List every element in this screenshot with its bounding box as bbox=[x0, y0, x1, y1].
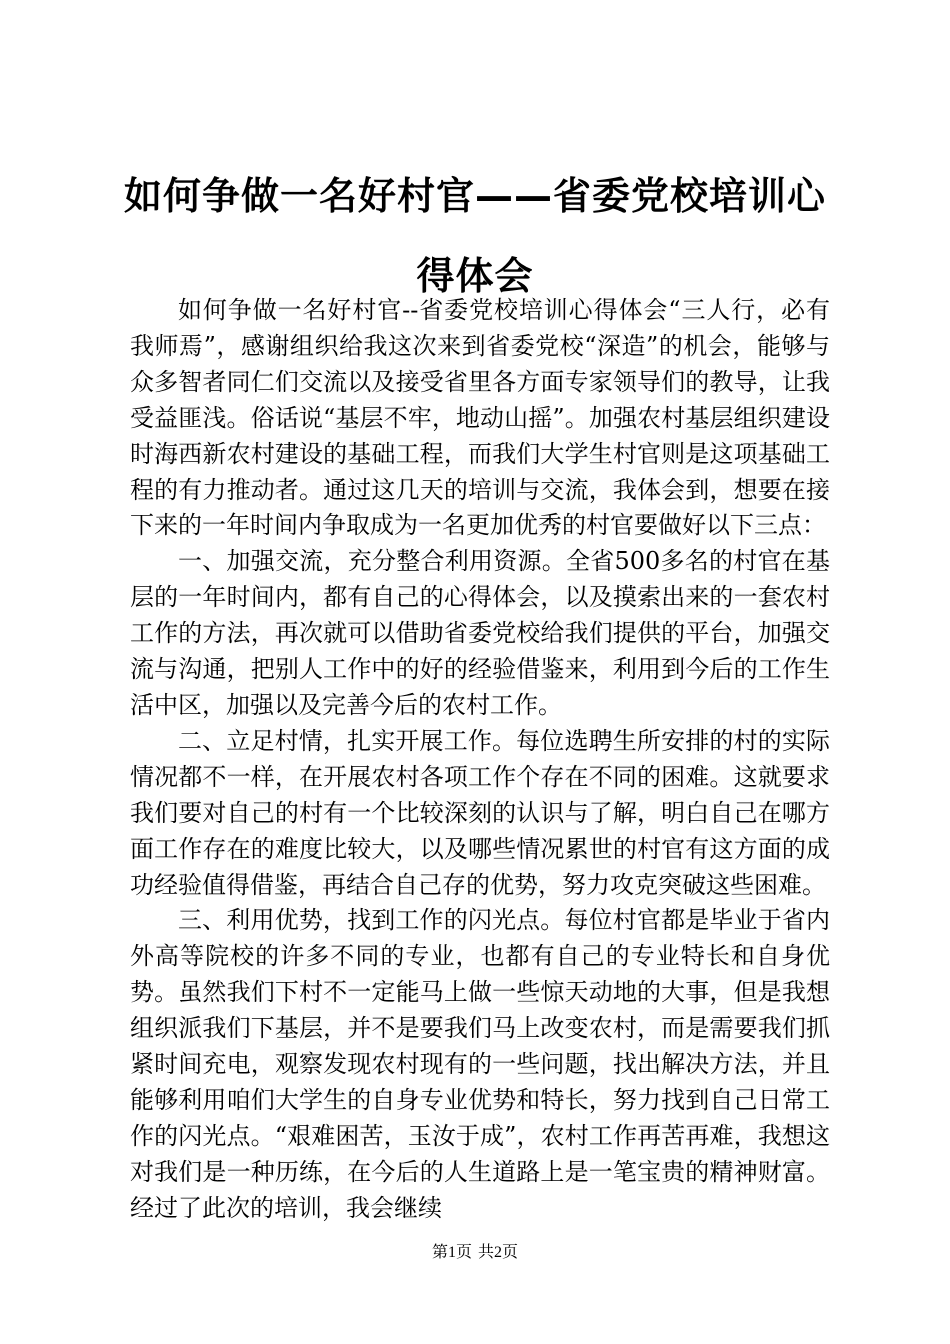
document-title: 如何争做一名好村官——省委党校培训心得体会 bbox=[123, 174, 826, 298]
paragraph-point-one: 一、加强交流，充分整合利用资源。全省500多名的村官在基层的一年时间内，都有自己的心得体会，以及摸索出来的一套农村工作的方法，再次就可以借助省委党校给我们提供的平台，加强交流与沟通，把别人工作中的好的经验借鉴来，利用到今后的工作生活中区，加强以及完善今后的农村工作。 bbox=[130, 547, 830, 719]
page-total: 共2页 bbox=[478, 1244, 519, 1261]
paragraph-intro: 如何争做一名好村官--省委党校培训心得体会“三人行，必有我师焉”，感谢组织给我这次来到省委党校“深造”的机会，能够与众多智者同仁们交流以及接受省里各方面专家领导们的教导，让我受益匪浅。俗话说“基层不牢，地动山摇”。加强农村基层组织建设时海西新农村建设的基础工程，而我们大学生村官则是这项基础工程的有力推动者。通过这几天的培训与交流，我体会到，想要在接下来的一年时间内争取成为一名更加优秀的村官要做好以下三点： bbox=[130, 296, 830, 540]
paragraph-point-three: 三、利用优势，找到工作的闪光点。每位村官都是毕业于省内外高等院校的许多不同的专业，也都有自己的专业特长和自身优势。虽然我们下村不一定能马上做一些惊天动地的大事，但是我想组织派我们下基层，并不是要我们马上改变农村，而是需要我们抓紧时间充电，观察发现农村现有的一些问题，找出解决方法，并且能够利用咱们大学生的自身专业优势和特长，努力找到自己日常工作的闪光点。“艰难困苦，玉汝于成”，农村工作再苦再难，我想这对我们是一种历练，在今后的人生道路上是一笔宝贵的精神财富。经过了此次的培训，我会继续 bbox=[130, 906, 830, 1222]
document-body bbox=[130, 293, 830, 1227]
page-number: 第1页 bbox=[431, 1244, 472, 1261]
page-footer bbox=[0, 1242, 950, 1264]
paragraph-point-two: 二、立足村情，扎实开展工作。每位选聘生所安排的村的实际情况都不一样，在开展农村各项工作个存在不同的困难。这就要求我们要对自己的村有一个比较深刻的认识与了解，明白自己在哪方面工作存在的难度比较大，以及哪些情况累世的村官有这方面的成功经验值得借鉴，再结合自己存的优势，努力攻克突破这些困难。 bbox=[130, 726, 830, 899]
